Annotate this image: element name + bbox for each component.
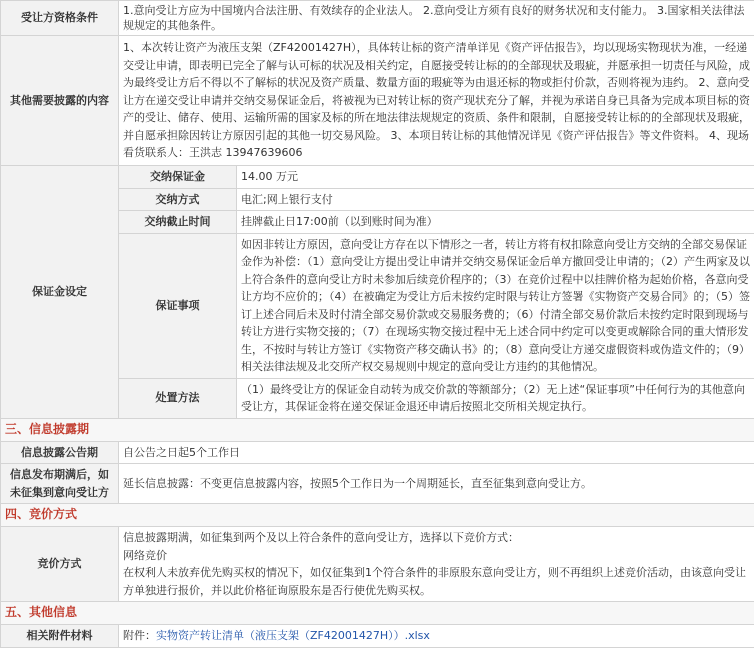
deposit-deadline-label: 交纳截止时间 <box>119 211 237 234</box>
disclosure-period-row <box>1 441 754 464</box>
disclosure-period-value: 自公告之日起5个工作日 <box>119 441 754 464</box>
transferee-conditions-row <box>1 1 754 36</box>
bidding-method-text: 网络竞价 <box>123 547 750 565</box>
transferee-conditions-label: 受让方资格条件 <box>1 1 119 36</box>
section-title-other-info: 五、其他信息 <box>1 602 754 625</box>
section-header-bidding <box>1 504 754 527</box>
attachment-prefix: 附件： <box>123 629 156 642</box>
bidding-label: 竞价方式 <box>1 527 119 602</box>
deposit-amount-row <box>1 166 754 189</box>
deposit-amount-label: 交纳保证金 <box>119 166 237 189</box>
deposit-handling-value: （1）最终受让方的保证金自动转为成交价款的等额部分；（2）无上述“保证事项”中任何行为的其他意向受让方，其保证金将在递交保证金退还申请后按照北交所相关规定执行。 <box>237 378 754 418</box>
bidding-row <box>1 527 754 602</box>
section-header-other-info <box>1 602 754 625</box>
disclosure-period-label: 信息披露公告期 <box>1 441 119 464</box>
deposit-notes-value: 如因非转让方原因，意向受让方存在以下情形之一者，转让方将有权扣除意向受让方交纳的全部交易保证金作为补偿：（1）意向受让方提出受让申请并交纳交易保证金后单方撤回受让申请的；（2）产生两家及以上符合条件的意向受让方时未参加后续竞价程序的；（3）在竞价过程中以挂牌价格为起始价格，各意向受让方均不应价的；（4）在被确定为受让方后未按约定时限与转让方签署《实物资产交易合同》的；（5）签订上述合同后未及时付清全部交易价款或交易服务费的；（6）付清全部交易价款后未按约定时限到现场与转让方进行实物交接的；（7）在现场实物交接过程中无上述合同中约定可以变更或解除合同的重大情形发生，不按时与转让方签订《实物资产移交确认书》的；（8）意向受让方递交虚假资料或伪造文件的；（9）相关法律法规及北交所产权交易规则中规定的意向受让方违约的其他情况。 <box>237 233 754 378</box>
other-disclosure-row <box>1 36 754 166</box>
bidding-intro-text: 信息披露期满，如征集到两个及以上符合条件的意向受让方，选择以下竞价方式： <box>123 529 750 547</box>
other-disclosure-value: 1、本次转让资产为液压支架（ZF42001427H），具体转让标的资产清单详见《资产评估报告》，均以现场实物现状为准，一经递交受让申请，即表明已完全了解与认可标的状况及相关约定，自愿接受转让标的的全部现状及瑕疵，并愿承担一切责任与风险，成为最终受让方后不得以不了解标的状况及资产质量、数量方面的瑕疵等为由退还标的物或拒付价款，否则将视为违约。 2、意向受让方在递交受让申请并交纳交易保证金后，将被视为已对转让标的资产现状充分了解，并视为承诺自身已具备为完成本项目标的资产的受让、储存、使用、运输所需的国家及标的所在地法律法规规定的资质、条件和限制，自愿接受转让标的的全部现状及瑕疵，并自愿承担除因转让方原因引起的其他一切交易风险。 3、本项目转让标的其他情况详见《资产评估报告》等文件资料。 4、现场看货联系人：王洪志 13947639606 <box>119 36 754 166</box>
expiry-value: 延长信息披露：不变更信息披露内容，按照5个工作日为一个周期延长，直至征集到意向受让方。 <box>119 464 754 504</box>
deposit-deadline-value: 挂牌截止日17:00前（以到账时间为准） <box>237 211 754 234</box>
section-title-disclosure-period: 三、信息披露期 <box>1 418 754 441</box>
bidding-preemption-text: 在权利人未放弃优先购买权的情况下，如仅征集到1个符合条件的非原股东意向受让方，则不再组织上述竞价活动，由该意向受让方单独进行报价，并以此价格征询原股东是否行使优先购买权。 <box>123 564 750 599</box>
bidding-value <box>119 527 754 602</box>
attachment-row <box>1 625 754 648</box>
deposit-notes-label: 保证事项 <box>119 233 237 378</box>
deposit-amount-value: 14.00 万元 <box>237 166 754 189</box>
deposit-label: 保证金设定 <box>1 166 119 419</box>
attachment-file-link[interactable]: 实物资产转让清单（液压支架（ZF42001427H））.xlsx <box>156 629 430 642</box>
transferee-conditions-value: 1.意向受让方应为中国境内合法注册、有效续存的企业法人。 2.意向受让方须有良好的财务状况和支付能力。 3.国家相关法律法规规定的其他条件。 <box>119 1 754 36</box>
attachment-value <box>119 625 754 648</box>
section-title-bidding: 四、竞价方式 <box>1 504 754 527</box>
expiry-label: 信息发布期满后，如未征集到意向受让方 <box>1 464 119 504</box>
expiry-row <box>1 464 754 504</box>
deposit-method-label: 交纳方式 <box>119 188 237 211</box>
attachment-label: 相关附件材料 <box>1 625 119 648</box>
section-header-disclosure-period <box>1 418 754 441</box>
other-disclosure-label: 其他需要披露的内容 <box>1 36 119 166</box>
deposit-method-value: 电汇;网上银行支付 <box>237 188 754 211</box>
deposit-handling-label: 处置方法 <box>119 378 237 418</box>
